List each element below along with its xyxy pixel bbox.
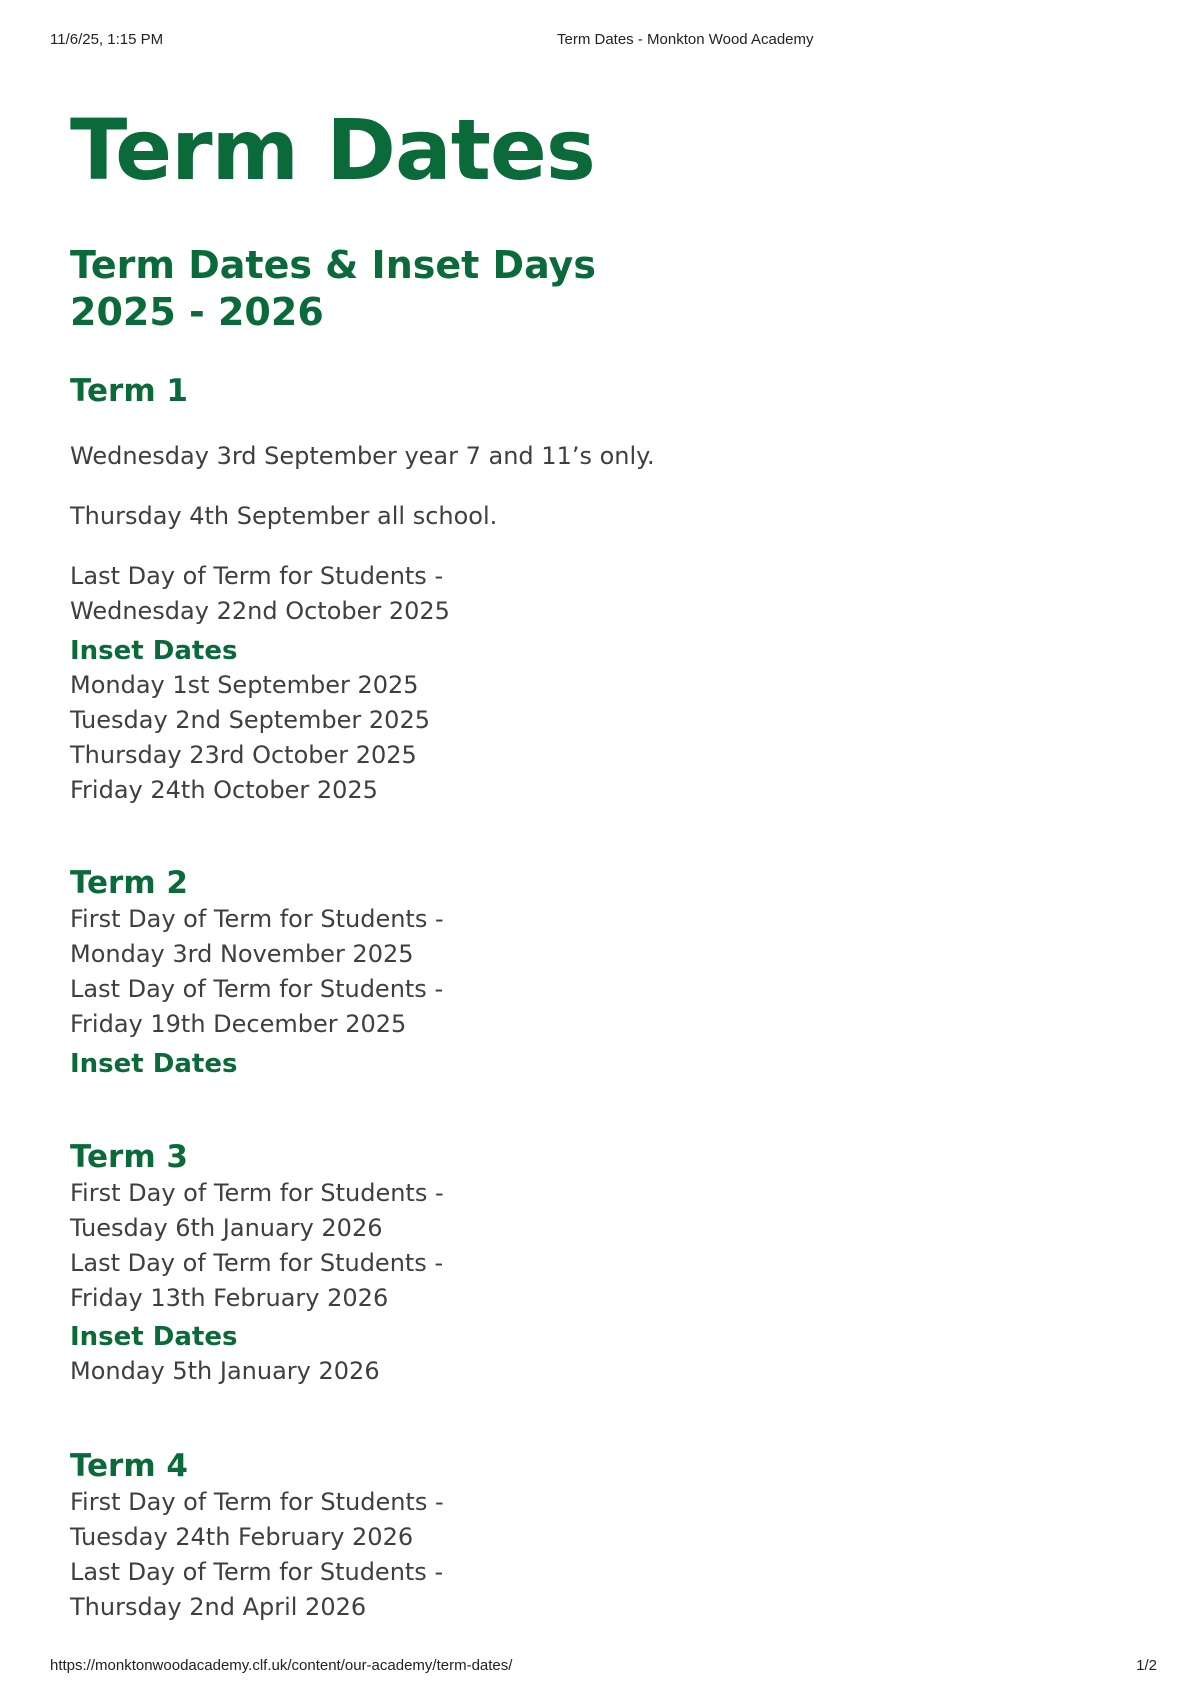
- term-1-heading: Term 1: [70, 373, 189, 409]
- term-3-inset-date: Monday 5th January 2026: [70, 1357, 380, 1385]
- page-title: Term Dates: [70, 101, 595, 199]
- term-2-inset-section: [70, 1048, 870, 1081]
- print-url: https://monktonwoodacademy.clf.uk/content/our-academy/term-dates/: [50, 1657, 513, 1674]
- term-3-section: [70, 1138, 870, 1316]
- term-2-inset-heading: Inset Dates: [70, 1049, 238, 1079]
- term-3-inset-heading: Inset Dates: [70, 1322, 238, 1352]
- page-content: [70, 100, 970, 1621]
- print-page-number: 1/2: [1136, 1657, 1157, 1674]
- print-timestamp: 11/6/25, 1:15 PM: [50, 31, 164, 48]
- term-4-line: First Day of Term for Students -: [70, 1488, 444, 1516]
- term-3-heading: Term 3: [70, 1139, 189, 1175]
- term-3-line: Last Day of Term for Students -: [70, 1249, 444, 1277]
- term-1-inset-section: [70, 635, 870, 808]
- term-2-line: First Day of Term for Students -: [70, 905, 444, 933]
- subtitle-line-2: 2025 - 2026: [70, 290, 324, 334]
- term-4-line: Last Day of Term for Students -: [70, 1558, 444, 1586]
- term-1-inset-heading: Inset Dates: [70, 636, 238, 666]
- term-1-last-day-label: Last Day of Term for Students -: [70, 562, 444, 590]
- term-2-heading: Term 2: [70, 865, 189, 901]
- term-3-line: Tuesday 6th January 2026: [70, 1214, 383, 1242]
- term-4-line: Thursday 2nd April 2026: [70, 1593, 367, 1621]
- print-document-title: Term Dates - Monkton Wood Academy: [557, 31, 814, 48]
- term-2-line: Monday 3rd November 2025: [70, 940, 414, 968]
- term-3-line: First Day of Term for Students -: [70, 1179, 444, 1207]
- term-2-line: Friday 19th December 2025: [70, 1010, 407, 1038]
- term-1-inset-date: Monday 1st September 2025: [70, 671, 419, 699]
- term-1-start-all: [70, 499, 870, 534]
- term-1-inset-date: Thursday 23rd October 2025: [70, 741, 417, 769]
- term-1-paragraph-2: Thursday 4th September all school.: [70, 502, 498, 530]
- term-1-inset-date: Tuesday 2nd September 2025: [70, 706, 430, 734]
- term-3-inset-section: [70, 1321, 870, 1389]
- print-header: [0, 31, 1200, 53]
- term-1-paragraph-1: Wednesday 3rd September year 7 and 11’s only.: [70, 442, 655, 470]
- page-subtitle: [70, 242, 770, 336]
- term-1-start-year7-11: [70, 439, 870, 474]
- term-1-inset-date: Friday 24th October 2025: [70, 776, 378, 804]
- term-1-last-day-date: Wednesday 22nd October 2025: [70, 597, 450, 625]
- print-footer: [0, 1657, 1200, 1679]
- term-4-section: [70, 1447, 870, 1625]
- term-3-line: Friday 13th February 2026: [70, 1284, 389, 1312]
- term-1-last-day: [70, 559, 870, 629]
- term-2-section: [70, 864, 870, 1042]
- term-1-section: [70, 372, 870, 410]
- term-4-line: Tuesday 24th February 2026: [70, 1523, 414, 1551]
- term-2-line: Last Day of Term for Students -: [70, 975, 444, 1003]
- term-4-heading: Term 4: [70, 1448, 189, 1484]
- subtitle-line-1: Term Dates & Inset Days: [70, 243, 596, 287]
